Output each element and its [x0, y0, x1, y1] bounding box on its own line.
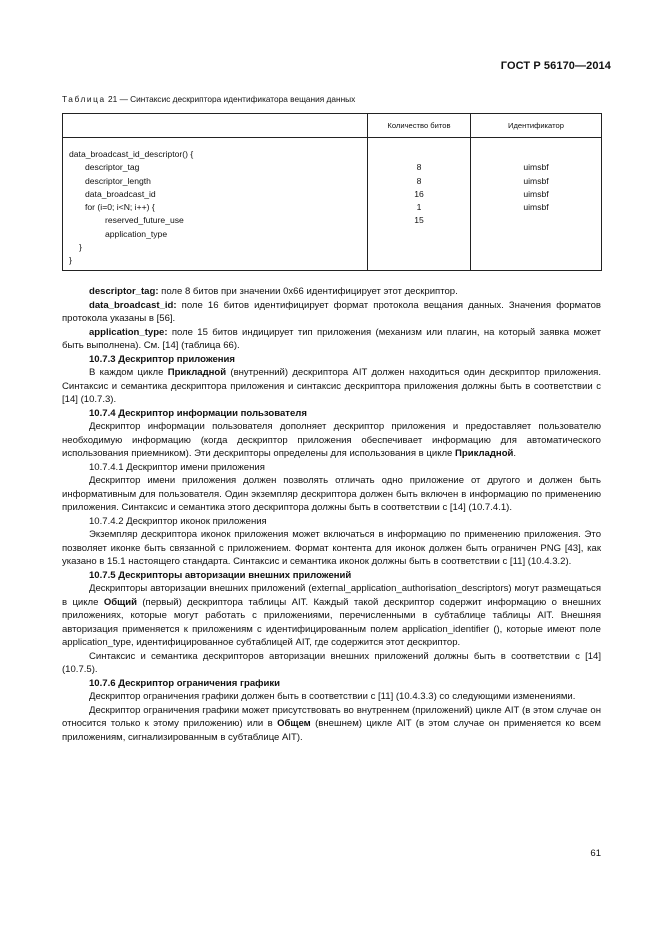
identifier-cell [471, 138, 602, 271]
table-caption-title: 21 — Синтаксис дескриптора идентификатора вещания данных [105, 94, 356, 104]
paragraph [62, 420, 601, 461]
header-syntax [63, 114, 368, 138]
syntax-cell [63, 138, 368, 271]
bits-cell [368, 138, 471, 271]
field-term: data_broadcast_id: [89, 299, 177, 311]
subsection-heading-10-7-4-2: 10.7.4.2 Дескриптор иконок приложения [89, 515, 267, 527]
standard-designation: ГОСТ Р 56170—2014 [500, 60, 611, 72]
header-bits: Количество битов [368, 114, 471, 138]
text-run: Дескриптор информации пользователя дополняет дескриптор приложения и предоставляет пользователю необходимую информацию (когда дескриптор приложения обеспечивает информацию для автоматического использования приемником). Эти дескрипторы определены для использования в цикле [62, 421, 601, 459]
paragraph: Дескриптор ограничения графики должен быть в соответствии с [11] (10.4.3.3) со следующими изменениями. [89, 691, 576, 702]
text-run: Дескрипторы авторизации внешних приложений (external_application_authorisation_descriptors) могут размещаться в цикле [62, 583, 601, 608]
syntax-table [62, 113, 602, 271]
table-header-row [63, 114, 602, 138]
text-run: (внешнем) цикле AIT (в этом случае он применяется ко всем приложениям, сигнализированным в субтаблице AIT). [62, 718, 601, 743]
code-line: data_broadcast_id_descriptor() { [69, 149, 194, 159]
code-line: } [69, 255, 72, 266]
paragraph: Синтаксис и семантика дескрипторов авторизации внешних приложений должны быть в соответствии с [14] (10.7.5). [62, 650, 601, 675]
emphasis: Общий [103, 596, 137, 608]
identifier-value: uimsbf [523, 188, 549, 199]
field-definition-descriptor-tag [62, 285, 601, 299]
code-line: data_broadcast_id [85, 188, 156, 199]
field-term: descriptor_tag: [89, 286, 159, 297]
text-run: В каждом цикле [89, 367, 168, 378]
identifier-value: uimsbf [523, 202, 549, 213]
document-body [62, 285, 601, 744]
code-line: for (i=0; i<N; i++) { [85, 202, 155, 213]
header-identifier: Идентификатор [471, 114, 602, 138]
bits-value: 1 [416, 202, 422, 213]
paragraph [62, 582, 601, 650]
identifier-value [471, 254, 601, 267]
identifier-value [471, 241, 601, 254]
section-heading-10-7-6: 10.7.6 Дескриптор ограничения графики [89, 677, 280, 689]
text-run: Дескриптор ограничения графики может присутствовать во внутреннем (приложений) цикле AIT (в этом случае он относится только к этому приложению) или в [62, 704, 601, 729]
text-run: . [513, 448, 517, 459]
text-run: (первый) дескриптора таблицы AIT. Каждый такой дескриптор содержит информацию о внешних приложениях, которые могут работать с приложениями, перечисленными в субтаблице таблицы AIT. Внешняя авторизация применяется к приложениям с идентифицированным полем application_identifier (), которые имеют поле application_type, идентифицированное субтаблицей AIT, где содержится этот дескриптор. [62, 596, 602, 648]
code-line: application_type [105, 228, 168, 239]
table-body-row [63, 138, 602, 271]
bits-value: 16 [414, 188, 424, 199]
identifier-value: uimsbf [523, 162, 549, 173]
emphasis: Общем [277, 718, 311, 729]
bits-value: 8 [416, 162, 422, 173]
subsection-heading-10-7-4-1: 10.7.4.1 Дескриптор имени приложения [89, 461, 265, 473]
identifier-value [471, 148, 601, 161]
paragraph: Дескриптор имени приложения должен позволять отличать одно приложение от другого и должен быть информативным для пользователя. Один экземпляр дескриптора должен быть включен в информацию по применению приложения. Синтаксис и семантика этого дескриптора должны быть в соответствии с [14] (10.7.4.1). [62, 475, 601, 513]
bits-value [368, 254, 470, 267]
code-line: reserved_future_use [105, 215, 184, 226]
text-run: (внутренний) дескриптора AIT должен находиться один дескриптор приложения. Синтаксис и семантика дескриптора приложения и синтаксис дескриптора приложения должны быть в соответствии с [14] (10.7.3). [62, 367, 601, 405]
page-number: 61 [590, 848, 601, 859]
section-heading-10-7-5: 10.7.5 Дескрипторы авторизации внешних приложений [89, 569, 352, 581]
table-caption-prefix: Таблица [62, 94, 106, 104]
section-heading-10-7-4: 10.7.4 Дескриптор информации пользователя [89, 407, 307, 419]
paragraph: Экземпляр дескриптора иконок приложения может включаться в информацию по применению приложения. Это позволяет иконке быть связанной с приложением. Формат контента для иконок должен быть ограничен PNG [43], как указано в 15.1 настоящего стандарта. Синтаксис и семантика иконок должны быть в соответствии с [11] (10.4.3.2). [62, 529, 601, 567]
bits-value: 15 [414, 215, 424, 226]
code-line: } [79, 242, 82, 253]
paragraph [62, 366, 601, 407]
field-term: application_type: [89, 326, 168, 338]
bits-value [368, 241, 470, 254]
field-text: поле 8 битов при значении 0х66 идентифицирует этот дескриптор. [158, 286, 458, 297]
identifier-value [471, 214, 601, 227]
bits-value: 8 [416, 175, 422, 186]
identifier-value [471, 228, 601, 241]
field-definition-application-type [62, 326, 601, 353]
code-line: descriptor_tag [85, 162, 140, 173]
emphasis: Прикладной [167, 367, 227, 378]
emphasis: Прикладной [455, 448, 514, 459]
field-text: поле 15 битов индицирует тип приложения (механизм или плагин, на который заявка может быть выполнена). См. [14] (таблица 66). [62, 326, 601, 351]
section-heading-10-7-3: 10.7.3 Дескриптор приложения [89, 353, 235, 365]
identifier-value: uimsbf [523, 175, 549, 186]
bits-value [368, 148, 470, 161]
bits-value [368, 228, 470, 241]
field-text: поле 16 битов идентифицирует формат протокола вещания данных. Значения форматов протокола указаны в [56]. [62, 299, 601, 324]
code-line: descriptor_length [85, 175, 151, 186]
table-caption [62, 94, 355, 104]
field-definition-data-broadcast-id [62, 299, 601, 326]
paragraph [62, 704, 601, 745]
